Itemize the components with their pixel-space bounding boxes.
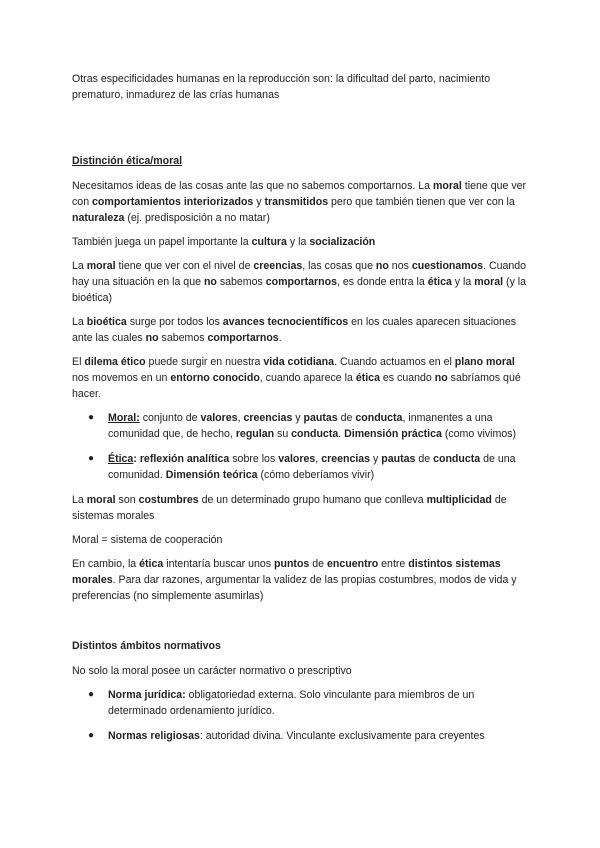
- list-item-norma-juridica: ● Norma jurídica: obligatoriedad externa. Solo vinculante para miembros de un determinado ordenamiento jurídico.: [88, 689, 475, 717]
- list-item-etica: ● Ética: reflexión analítica sobre los valores, creencias y pautas de conducta de una comunidad. Dimensión teórica (cómo deberíamos vivir): [88, 453, 516, 481]
- bullet-icon: ●: [88, 453, 95, 464]
- paragraph-creencias: La moral tiene que ver con el nivel de creencias, las cosas que no nos cuestionamos. Cuando hay una situación en la que no sabemos comportarnos, es donde entra la ética y la moral (y la bioética): [72, 260, 527, 304]
- section-heading-ambitos-normativos: Distintos ámbitos normativos: [72, 640, 221, 652]
- document-page: [72, 71, 532, 753]
- paragraph-etica-encuentro: En cambio, la ética intentaría buscar unos puntos de encuentro entre distintos sistemas morales. Para dar razones, argumentar la validez de las propias costumbres, modos de vida y preferencias (no simplemente asumirlas): [72, 558, 517, 602]
- normas-list: [72, 687, 532, 744]
- paragraph-bioetica: La bioética surge por todos los avances tecnocientíficos en los cuales aparecen situaciones ante las cuales no sabemos comportarnos.: [72, 316, 517, 344]
- bullet-icon: ●: [88, 730, 95, 741]
- moral-etica-list: [72, 410, 532, 483]
- section-heading-etica-moral: Distinción ética/moral: [72, 155, 183, 167]
- paragraph-sistema-cooperacion: Moral = sistema de cooperación: [72, 534, 223, 546]
- list-item-normas-religiosas: ● Normas religiosas: autoridad divina. Vinculante exclusivamente para creyentes: [88, 730, 485, 742]
- list-item-moral: ● Moral: conjunto de valores, creencias y pautas de conducta, inmanentes a una comunidad que, de hecho, regulan su conducta. Dimensión práctica (como vivimos): [88, 412, 517, 440]
- bullet-icon: ●: [88, 689, 95, 700]
- paragraph-caracter-normativo: No solo la moral posee un carácter normativo o prescriptivo: [72, 665, 352, 677]
- paragraph-moral-definition: Necesitamos ideas de las cosas ante las que no sabemos comportarnos. La moral tiene que ver con comportamientos interiorizados y transmitidos pero que también tienen que ver con la naturaleza (ej. predisposición a no matar): [72, 180, 527, 224]
- paragraph-costumbres: La moral son costumbres de un determinado grupo humano que conlleva multiplicidad de sistemas morales: [72, 494, 507, 522]
- paragraph-cultura: También juega un papel importante la cultura y la socialización: [72, 236, 376, 248]
- bullet-icon: ●: [88, 412, 95, 423]
- paragraph-dilema-etico: El dilema ético puede surgir en nuestra vida cotidiana. Cuando actuamos en el plano moral nos movemos en un entorno conocido, cuando aparece la ética es cuando no sabríamos qué hacer.: [72, 356, 521, 400]
- intro-paragraph: Otras especificidades humanas en la reproducción son: la dificultad del parto, nacimiento prematuro, inmadurez de las crías humanas: [72, 73, 491, 101]
